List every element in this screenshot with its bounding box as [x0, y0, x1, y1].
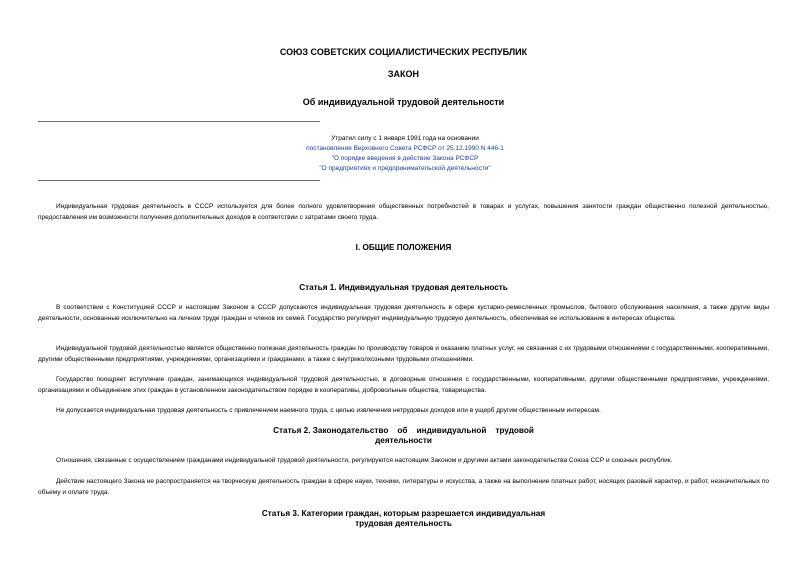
repeal-law-link-1[interactable]: "О порядке введения в действие Закона РСФСР [331, 155, 479, 162]
article-1-paragraph-2: Индивидуальной трудовой деятельностью является общественно полезная деятельность граждан по производству товаров и оказанию платных услуг, не связанная с их трудовыми отношениями с государственными, кооперативными, другими общественными предприятиями, учреждениями, организациями и гражданами, а также с внутриколхозными трудовыми отношениями. [38, 345, 769, 363]
doc-type-heading: ЗАКОН [387, 69, 420, 79]
article-3-title-line-2: трудовая деятельность [355, 519, 452, 528]
preamble: Индивидуальная трудовая деятельность в СССР используется для более полного удовлетворения общественных потребностей в товарах и услугах, повышения занятости граждан общественно полезной деятельностью, предоставления им возможности получения дополнительных доходов в соответствии с затратами своего труда. [38, 203, 769, 221]
article-2-title [0, 426, 807, 446]
article-3-title-line-1: Статья 3. Категории граждан, которым разрешается индивидуальная [261, 509, 546, 518]
article-1-paragraph-4: Не допускается индивидуальная трудовая деятельность с привлечением наемного труда, с целью извлечения нетрудовых доходов или в ущерб другим общественным интересам. [56, 407, 601, 414]
repeal-notice-text: Утратил силу с 1 января 1991 года на основании [331, 135, 479, 142]
article-2-paragraph-1: Отношения, связанные с осуществлением гражданами индивидуальной трудовой деятельности, регулируются настоящим Законом и другими актами законодательства Союза ССР и союзных республик. [56, 457, 673, 464]
article-1-title: Статья 1. Индивидуальная трудовая деятельность [299, 283, 508, 292]
bottom-divider [38, 180, 320, 181]
repeal-decree-link[interactable]: постановления Верховного Совета РСФСР от 25.12.1990 N 446-1 [306, 145, 504, 152]
article-1-paragraph-3: Государство поощряет вступление граждан, занимающихся индивидуальной трудовой деятельностью, в договорные отношения с государственными, кооперативными, другими общественными предприятиями, учреждениями, организациями и объединение этих граждан в установленном законодательством порядке в кооперативы, добровольные общества, товарищества. [38, 376, 769, 394]
law-title: Об индивидуальной трудовой деятельности [302, 97, 505, 107]
article-2-title-line-1: Статья 2. Законодательство об индивидуальной трудовой [273, 426, 534, 435]
repeal-law-link-2[interactable]: "О предприятиях и предпринимательской деятельности" [319, 165, 491, 172]
top-divider [38, 121, 320, 122]
article-2-paragraph-2: Действие настоящего Закона не распространяется на творческую деятельность граждан в сфере науки, техники, литературы и искусства, а также на выполнение платных работ, носящих разовый характер, и работ, незначительных по объему и оплате труда. [38, 478, 769, 496]
article-3-title [0, 509, 807, 529]
section-1-title: I. ОБЩИЕ ПОЛОЖЕНИЯ [355, 243, 452, 252]
union-heading: СОЮЗ СОВЕТСКИХ СОЦИАЛИСТИЧЕСКИХ РЕСПУБЛИК [279, 47, 528, 57]
article-2-title-line-2: деятельности [375, 436, 432, 445]
article-1-paragraph-1: В соответствии с Конституцией СССР и настоящим Законом в СССР допускаются индивидуальная трудовая деятельность в сфере кустарно-ремесленных промыслов, бытового обслуживания населения, а также другие виды деятельности, основанные исключительно на личном труде граждан и членов их семей. Государство регулирует индивидуальную трудовую деятельность, обеспечивая ее использование в интересах общества. [38, 304, 769, 322]
repeal-notice [280, 134, 530, 174]
